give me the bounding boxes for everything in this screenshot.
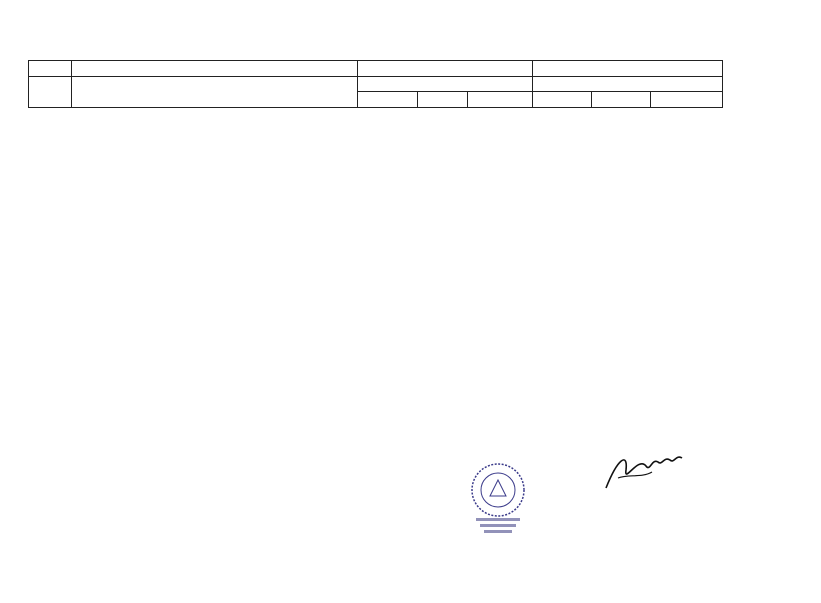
- sub-header-today: [533, 76, 723, 92]
- table-header-row: [29, 61, 723, 77]
- col-header-desc: [72, 61, 358, 77]
- col-header-sn: [29, 61, 72, 77]
- male-header: [358, 92, 418, 108]
- sub-header-row: [29, 76, 723, 92]
- gender-header-row: [29, 92, 723, 108]
- report-table: [28, 60, 723, 108]
- signature: [598, 448, 688, 494]
- sub-header-total: [358, 76, 533, 92]
- sum-header-today: [651, 92, 723, 108]
- male-header-today: [533, 92, 592, 108]
- sum-header: [468, 92, 533, 108]
- office-seal: [466, 460, 530, 538]
- female-header-today: [592, 92, 651, 108]
- col-header-today: [533, 61, 723, 77]
- female-header: [418, 92, 468, 108]
- col-header-total: [358, 61, 533, 77]
